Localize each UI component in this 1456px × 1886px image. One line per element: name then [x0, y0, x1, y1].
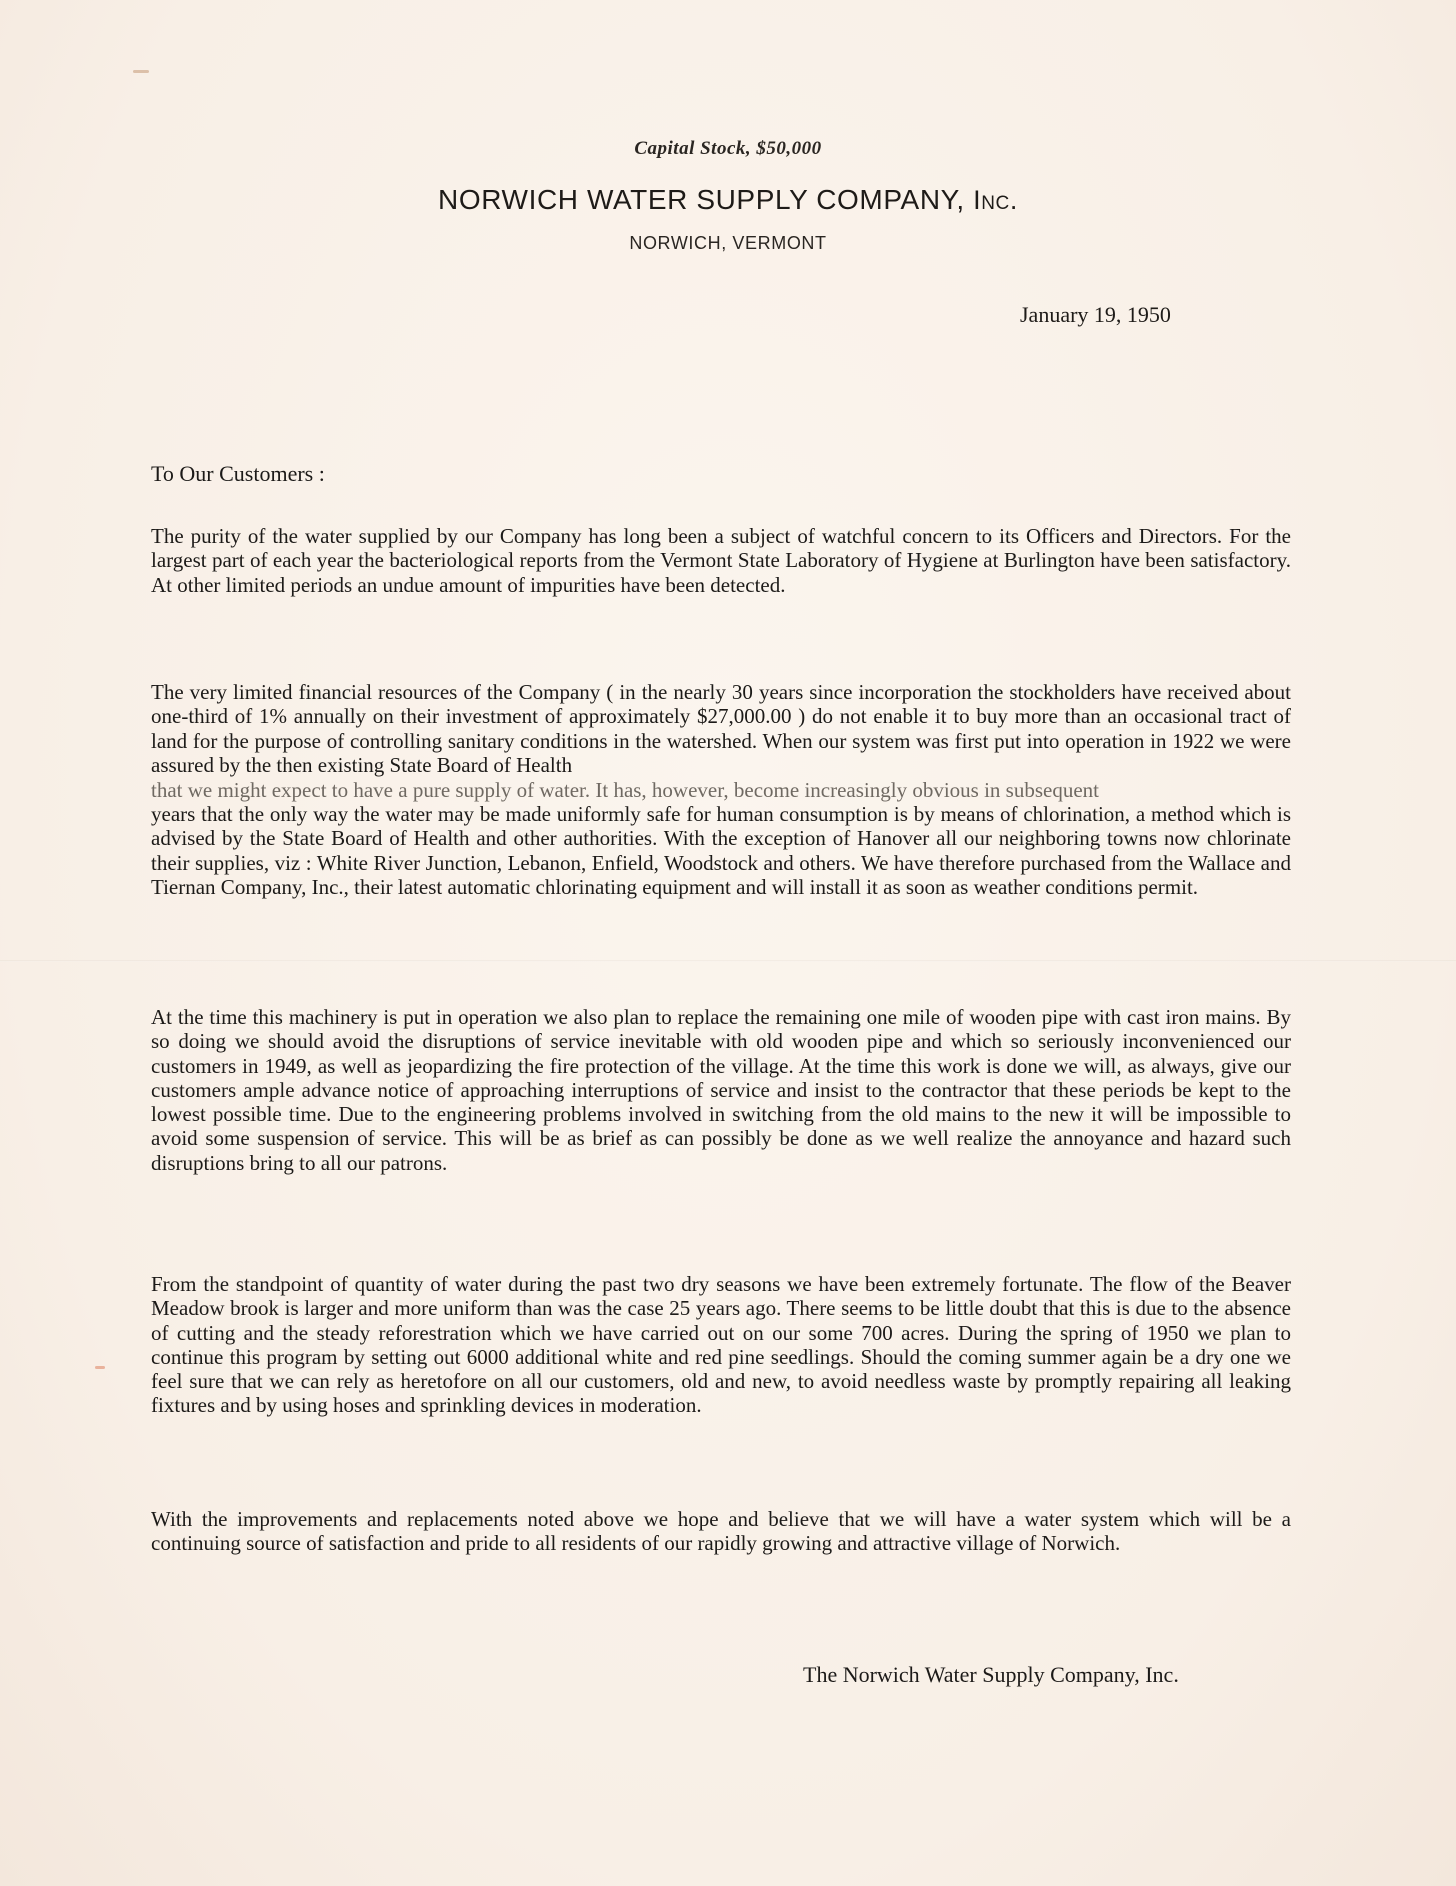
letter-date: January 19, 1950: [1020, 302, 1171, 327]
paragraph-purity: The purity of the water supplied by our Company has long been a subject of watchful concern to its Officers and Directors. For the largest part of each year the bacteriological reports from the Vermont State Laboratory of Hygiene at Burlington have been satisfactory. At other limited periods an undue amount of impurities have been detected.: [151, 524, 1291, 597]
paragraph-finances-faded-line: that we might expect to have a pure supply of water. It has, however, become increasingly obvious in subsequent: [151, 778, 1099, 802]
company-suffix: Inc.: [973, 185, 1018, 215]
paper-fold-line: [0, 960, 1456, 962]
salutation: To Our Customers :: [151, 461, 325, 486]
paragraph-finances: The very limited financial resources of the Company ( in the nearly 30 years since incorporation the stockholders have received about one-third of 1% annually on their investment of approximately $27,000.00 ) do not enable it to buy more than an occasional tract of land for the purpose of controlling sanitary conditions in the watershed. When our system was first put into operation in 1922 we were assured by the then existing State Board of Health: [151, 680, 1291, 777]
company-name-heading: [0, 184, 1456, 216]
paragraph-closing: With the improvements and replacements noted above we hope and believe that we will have a water system which will be a continuing source of satisfaction and pride to all residents of our rapidly growing and attractive village of Norwich.: [151, 1507, 1291, 1556]
paragraph-pipe-replacement: At the time this machinery is put in operation we also plan to replace the remaining one mile of wooden pipe with cast iron mains. By so doing we should avoid the disruptions of service inevitable with old wooden pipe and which so seriously inconvenienced our customers in 1949, as well as jeopardizing the fire protection of the village. At the time this work is done we will, as always, give our customers ample advance notice of approaching interruptions of service and insist to the contractor that these periods be kept to the lowest possible time. Due to the engineering problems involved in switching from the old mains to the new it will be impossible to avoid some suspension of service. This will be as brief as can possibly be done as we well realize the annoyance and hazard such disruptions bring to all our patrons.: [151, 1005, 1291, 1175]
capital-stock-line: Capital Stock, $50,000: [634, 138, 822, 159]
paper-blemish: [95, 1366, 105, 1369]
company-name: NORWICH WATER SUPPLY COMPANY,: [438, 184, 965, 215]
paper-blemish: [133, 70, 149, 73]
signature-line: The Norwich Water Supply Company, Inc.: [803, 1662, 1179, 1687]
paragraph-chlorination: years that the only way the water may be made uniformly safe for human consumption is by means of chlorination, a method which is advised by the State Board of Health and other authorities. With the exception of Hanover all our neighboring towns now chlorinate their supplies, viz : White River Junction, Lebanon, Enfield, Woodstock and others. We have therefore purchased from the Wallace and Tiernan Company, Inc., their latest automatic chlorinating equipment and will install it as soon as weather conditions permit.: [151, 802, 1291, 899]
company-location: NORWICH, VERMONT: [629, 233, 827, 253]
paragraph-water-quantity: From the standpoint of quantity of water during the past two dry seasons we have been extremely fortunate. The flow of the Beaver Meadow brook is larger and more uniform than was the case 25 years ago. There seems to be little doubt that this is due to the absence of cutting and the steady reforestration which we have carried out on our some 700 acres. During the spring of 1950 we plan to continue this program by setting out 6000 additional white and red pine seedlings. Should the coming summer again be a dry one we feel sure that we can rely as heretofore on all our customers, old and new, to avoid needless waste by promptly repairing all leaking fixtures and by using hoses and sprinkling devices in moderation.: [151, 1272, 1291, 1418]
